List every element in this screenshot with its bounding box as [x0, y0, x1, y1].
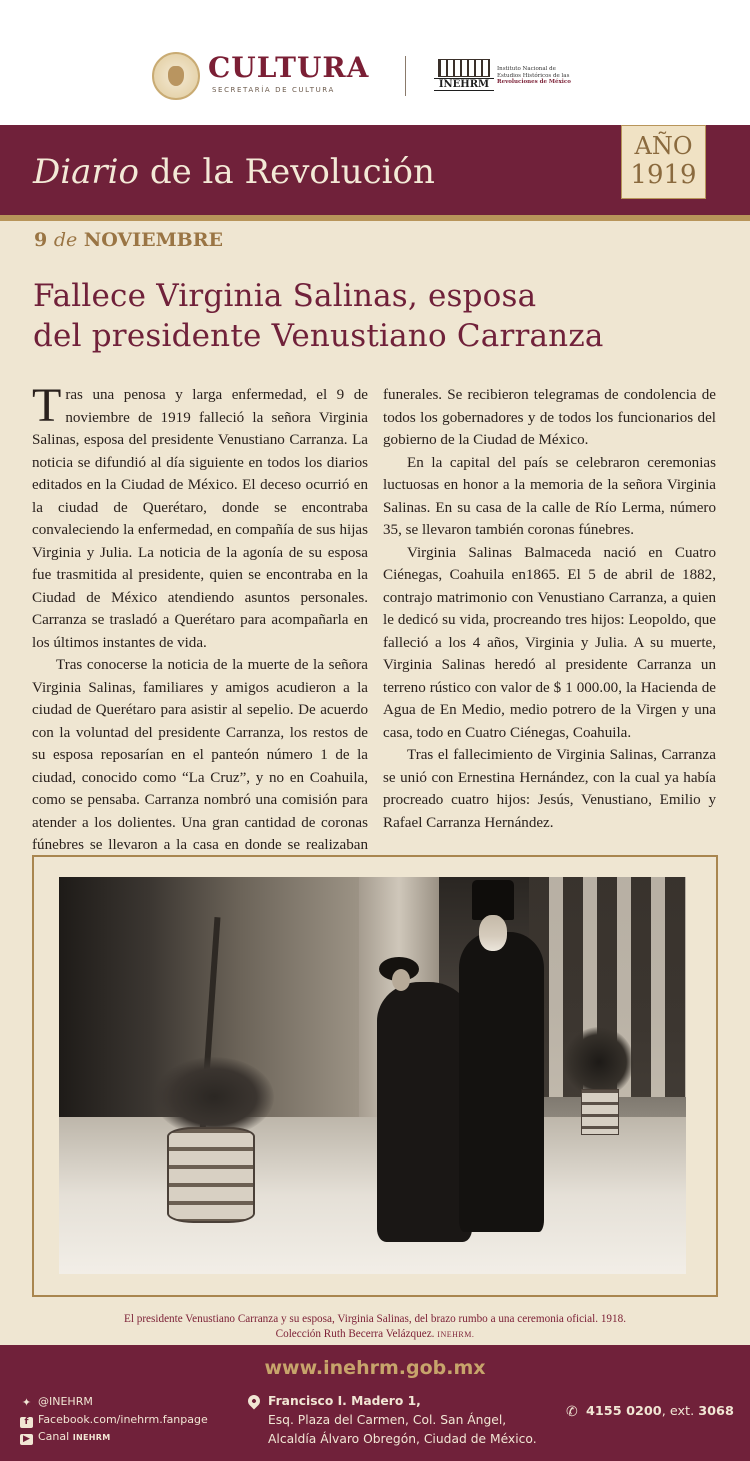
phone-ext-label: , ext.	[661, 1404, 695, 1419]
photo-plant-right	[564, 1027, 634, 1097]
twitter-handle: @INEHRM	[38, 1395, 93, 1408]
date-day: 9	[34, 229, 48, 251]
inehrm-logo	[434, 59, 494, 91]
youtube-prefix: Canal	[38, 1430, 70, 1443]
facebook-link[interactable]	[20, 1411, 208, 1429]
phone-icon: ✆	[566, 1404, 578, 1420]
photo-man-figure	[459, 932, 544, 1232]
date-month: NOVIEMBRE	[83, 229, 223, 251]
cultura-logo-text: CULTURA	[208, 51, 370, 84]
address-line-3: Alcaldía Álvaro Obregón, Ciudad de México.	[268, 1432, 537, 1446]
caption-collection: Colección Ruth Becerra Velázquez.	[275, 1328, 435, 1340]
article-column-left	[32, 379, 368, 879]
article-paragraph-4: Virginia Salinas Balmaceda nació en Cuatro Ciénegas, Coahuila en1865. El 5 de abril de 1882, contrajo matrimonio con Venustiano Carranza, a quien le dedicó su vida, procreando tres hijos: Leopoldo, que falleció a los 4 años, Virginia y Julia. A su muerte, Virginia Salinas heredó al presidente Carranza un terreno rústico con valor de $ 1 000.00, la Hacienda de Agua de En Medio, medio potrero de la Virgen y una casa, todo en Cuatro Ciénegas, Coahuila.	[383, 544, 716, 741]
phone-ext: 3068	[698, 1404, 734, 1419]
year-value: 1919	[630, 160, 697, 190]
twitter-link[interactable]	[20, 1393, 208, 1411]
cultura-subtitle: SECRETARÍA DE CULTURA	[212, 86, 335, 94]
series-title-rest: de la Revolución	[139, 152, 435, 192]
facebook-icon: f	[20, 1417, 33, 1428]
inehrm-line-3: Revoluciones de México	[497, 79, 571, 85]
series-title	[33, 152, 435, 192]
top-header	[0, 0, 750, 125]
youtube-link[interactable]	[20, 1428, 208, 1447]
phone-number[interactable]	[586, 1404, 734, 1419]
photo-top-hat	[472, 880, 514, 920]
headline-line-1: Fallece Virginia Salinas, esposa	[33, 278, 537, 314]
article-column-right	[383, 384, 716, 834]
date-connector: de	[53, 229, 78, 251]
photo-caption	[0, 1312, 750, 1342]
photo-floor	[59, 1117, 686, 1274]
inehrm-full-name	[497, 66, 577, 86]
paragraph-1-text: ras una penosa y larga enfermedad, el 9 de noviembre de 1919 falleció la señora Virginia Salinas, esposa del presidente Venustiano Carranza. La noticia se difundió al día siguiente en todos los diarios editados en la Ciudad de México. El deceso ocurrió en la ciudad de Querétaro, donde se encontraba convaleciendo la enfermedad, en compañía de sus hijas Virginia y Julia. La noticia de la agonía de su esposa fue trasmitida al presidente, quien se encontraba en la Ciudad de México atendiendo asuntos personales. Carranza se trasladó a Querétaro para acompañarla en los últimos instantes de vida.	[32, 387, 368, 651]
inehrm-line-2: Estudios Históricos de las	[497, 72, 570, 79]
article-paragraph-2: Tras conocerse la noticia de la muerte de la señora Virginia Salinas, familiares y amigos acudieron a la ciudad de Querétaro para asistir al sepelio. De acuerdo con la voluntad del presidente Carranza, los restos de su esposa reposarían en el panteón número 1 de la ciudad, conocido como “La Cruz”, y no en Coahuila, como se pensaba. Carranza nombró una comisión para atender a los dolientes. Una gran cantidad de coronas fúnebres se llevaron a la casa en donde se realizaban	[32, 657, 368, 853]
address-block	[268, 1392, 537, 1449]
facebook-url: Facebook.com/inehrm.fanpage	[38, 1412, 208, 1426]
photo-woman-face	[392, 969, 410, 991]
drop-cap: T	[32, 379, 62, 432]
historical-photograph	[59, 877, 686, 1274]
headline-line-2: del presidente Venustiano Carranza	[33, 318, 604, 354]
series-title-italic: Diario	[33, 152, 140, 192]
photo-woman-figure	[377, 982, 472, 1242]
logo-divider	[405, 56, 406, 96]
article-paragraph-1	[32, 379, 368, 654]
gold-divider	[0, 215, 750, 221]
website-link[interactable]: www.inehrm.gob.mx	[264, 1357, 486, 1379]
address-street: Francisco I. Madero 1,	[268, 1394, 421, 1408]
caption-credit: INEHRM.	[437, 1330, 475, 1339]
government-seal-logo	[152, 52, 200, 100]
article-headline	[33, 276, 713, 356]
address-line-2: Esq. Plaza del Carmen, Col. San Ángel,	[268, 1413, 507, 1427]
year-badge	[621, 125, 706, 199]
social-links	[20, 1393, 208, 1447]
phone-main: 4155 0200	[586, 1404, 662, 1419]
inehrm-building-icon	[438, 59, 490, 77]
photo-barrel-planter	[167, 1127, 255, 1223]
photo-barrel-right	[581, 1089, 619, 1135]
year-label: AÑO	[634, 132, 693, 160]
photo-plant	[154, 1057, 274, 1137]
youtube-channel: INEHRM	[72, 1433, 111, 1442]
article-paragraph-2-continued: funerales. Se recibieron telegramas de condolencia de todos los gobernadores y de todos los funcionarios del gobierno de la Ciudad de México.	[383, 387, 716, 448]
inehrm-logo-label: INEHRM	[434, 78, 494, 91]
photo-man-face	[479, 915, 507, 951]
article-paragraph-5: Tras el fallecimiento de Virginia Salinas, Carranza se unió con Ernestina Hernández, con la cual ya había procreado cuatro hijos: Jesús, Venustiano, Emilio y Rafael Carranza Hernández.	[383, 747, 716, 831]
caption-line-1: El presidente Venustiano Carranza y su esposa, Virginia Salinas, del brazo rumbo a una ceremonia oficial. 1918.	[124, 1313, 626, 1325]
inehrm-line-1: Instituto Nacional de	[497, 66, 556, 72]
article-date	[34, 229, 223, 251]
article-paragraph-3: En la capital del país se celebraron ceremonias luctuosas en honor a la memoria de la señora Virginia Salinas. En su casa de la calle de Río Lerma, número 35, se llevaron también coronas fúnebres.	[383, 454, 716, 538]
caption-line-2	[0, 1327, 750, 1342]
twitter-icon: ✦	[21, 1396, 32, 1409]
youtube-icon: ▶	[20, 1434, 33, 1445]
